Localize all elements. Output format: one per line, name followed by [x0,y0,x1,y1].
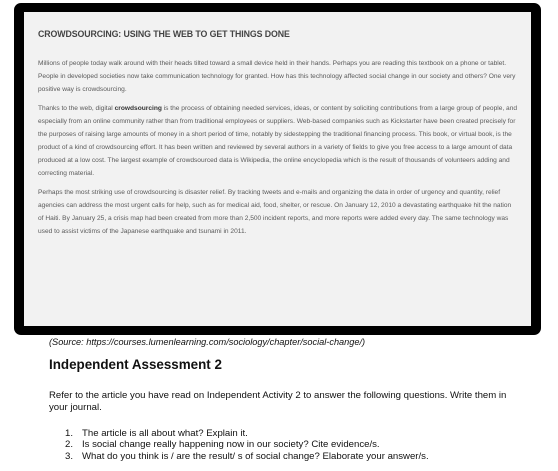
article-paragraph-2 [38,102,518,180]
question-item [49,439,519,450]
article-paragraph-3: Perhaps the most striking use of crowdsourcing is disaster relief. By tracking tweets and e-mails and organizing the data in order of urgency and quantity, relief agencies can address the most urgent calls for help, such as for medical aid, food, shelter, or rescue. On January 12, 2010 a devastating earthquake hit the nation of Haiti. By January 25, a crisis map had been created from more than 2,500 incident reports, and more reports were added every day. The same technology was used to assist victims of the Japanese earthquake and tsunami in 2011. [38,189,512,235]
question-list [49,428,519,462]
source-citation: (Source: https://courses.lumenlearning.com/sociology/chapter/social-change/) [49,337,366,347]
question-number: 1. [65,428,74,439]
question-text: Is social change really happening now in our society? Cite evidence/s. [82,439,380,451]
article-paragraph-1: Millions of people today walk around with their heads tilted toward a small device held in their hands. Perhaps you are reading this textbook on a phone or tablet. People in developed societies now take communication technology for granted. How has this technology affected social change in our society and others? One very positive way is crowdsourcing. [38,60,516,93]
article-image-frame [14,3,541,335]
question-item [49,451,519,462]
section-heading: Independent Assessment 2 [49,357,222,372]
article-image [24,12,531,326]
article-paragraph-2-start: Thanks to the web, digital [38,105,115,112]
crowdsourcing-term: crowdsourcing [114,105,162,112]
question-number: 3. [65,450,74,462]
article-paragraph-2-rest: is the process of obtaining needed services, ideas, or content by soliciting contributions from a large group of people, and especially from an online community rather than from traditional employees or suppliers. Web-based companies such as Kickstarter have been created precisely for the purposes of raising large amounts of money in a short period of time, notably by sidestepping the traditional financing process. This book, or virtual book, is the product of a kind of crowdsourcing effort. It has been written and reviewed by several authors in a variety of fields to give you free access to a large amount of data produced at a low cost. The largest example of crowdsourced data is Wikipedia, the online encyclopedia which is the result of thousands of volunteers adding and correcting material. [38,105,518,177]
instructions-text: Refer to the article you have read on Independent Activity 2 to answer the following questions. Write them in your journal. [49,390,507,413]
question-text: The article is all about what? Explain it. [82,428,248,439]
question-item [49,428,519,439]
question-text: What do you think is / are the result/ s of social change? Elaborate your answer/s. [82,450,429,462]
article-title: CROWDSOURCING: USING THE WEB TO GET THINGS DONE [38,29,290,39]
question-number: 2. [65,439,74,451]
